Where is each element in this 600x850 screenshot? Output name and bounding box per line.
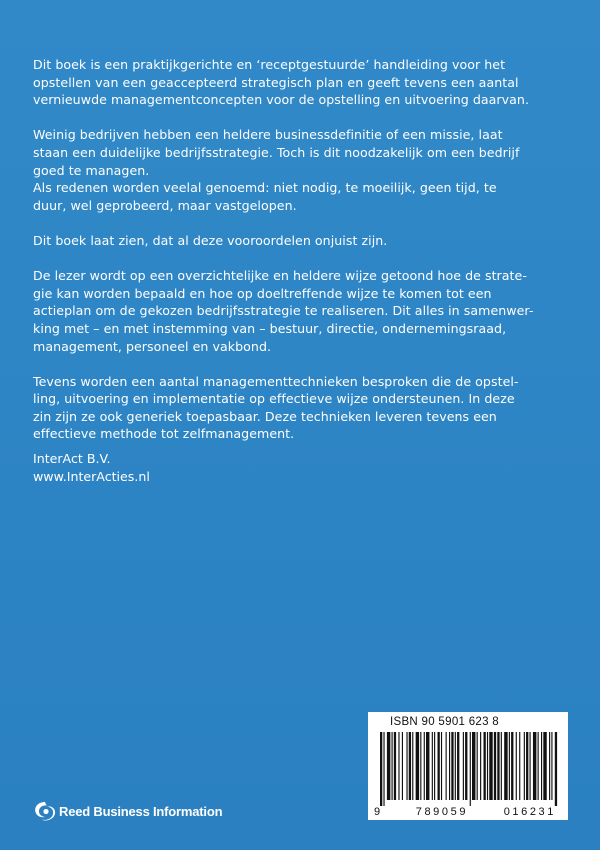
- barcode-bar: [441, 732, 442, 800]
- barcode-digit-lead: 9: [374, 806, 381, 818]
- barcode-bar: [394, 732, 396, 800]
- text-line: zin zijn ze ook generiek toepasbaar. Deze technieken leveren tevens een: [33, 408, 497, 424]
- paragraph-mission: [33, 126, 573, 179]
- barcode-bar: [383, 732, 384, 806]
- barcode-bar: [446, 732, 447, 800]
- barcode-bar: [406, 732, 407, 800]
- barcode-bar: [509, 732, 510, 800]
- barcode-bar: [494, 732, 496, 800]
- text-line: staan een duidelijke bedrijfsstrategie. Toch is dit noodzakelijk om een bedrijf: [33, 144, 520, 160]
- paragraph-reader: [33, 267, 573, 355]
- barcode-bar: [392, 732, 393, 800]
- text-line: De lezer wordt op een overzichtelijke en heldere wijze getoond hoe de strate-: [33, 268, 527, 284]
- barcode-bar: [497, 732, 499, 800]
- barcode-bar: [412, 732, 413, 800]
- barcode-bar: [387, 732, 390, 800]
- text-line: Tevens worden een aantal managementtechnieken besproken die de opstel-: [33, 373, 519, 389]
- logo-text: Reed Business Information: [59, 803, 223, 819]
- barcode-bar: [451, 732, 453, 800]
- barcode-bar: [470, 732, 471, 806]
- barcode-bar: [432, 732, 433, 800]
- barcode-bar: [551, 732, 552, 800]
- barcode-bar: [524, 732, 525, 800]
- barcode-bar: [530, 732, 531, 800]
- text-line: effectieve methode tot zelfmanagement.: [33, 426, 295, 442]
- barcode-bar: [533, 732, 536, 800]
- barcode-bar: [457, 732, 459, 800]
- text-line: opstellen van een geaccepteerd strategisch plan en geeft tevens een aantal: [33, 74, 519, 90]
- text-line: Als redenen worden veelal genoemd: niet nodig, te moeilijk, geen tijd, te: [33, 180, 497, 196]
- barcode-bar: [409, 732, 411, 800]
- barcode-bar: [526, 732, 528, 800]
- paragraph-prejudice: [33, 232, 573, 250]
- barcode-bar: [480, 732, 481, 800]
- text-line: goed te managen.: [33, 162, 150, 178]
- text-line: Weinig bedrijven hebben een heldere businessdefinitie of een missie, laat: [33, 127, 503, 143]
- barcode-bar: [501, 732, 502, 800]
- text-line: Dit boek is een praktijkgerichte en ‘receptgestuurde’ handleiding voor het: [33, 57, 506, 72]
- barcode-bar: [549, 732, 550, 800]
- barcode-bar: [398, 732, 399, 800]
- barcode-bar: [416, 732, 419, 800]
- isbn-number: ISBN 90 5901 623 8: [390, 716, 499, 728]
- barcode-bar: [434, 732, 435, 800]
- barcode-bar: [504, 732, 507, 800]
- barcode-bar: [538, 732, 539, 800]
- barcode-bar: [484, 732, 486, 800]
- text-line: management, personeel en vakbond.: [33, 338, 272, 354]
- barcode-bar: [438, 732, 440, 800]
- barcode-bar: [555, 732, 557, 806]
- barcode-bar: [489, 732, 492, 800]
- barcode-bar: [511, 732, 513, 800]
- barcode-bar: [463, 732, 464, 800]
- text-line: Dit boek laat zien, dat al deze vooroordelen onjuist zijn.: [33, 232, 388, 248]
- barcode-bar: [424, 732, 425, 800]
- paragraph-techniques: [33, 373, 573, 443]
- isbn-barcode: [368, 712, 568, 820]
- barcode-bar: [543, 732, 546, 800]
- barcode-bar: [455, 732, 456, 800]
- text-line: gie kan worden bepaald en hoe op doeltreffende wijze te komen tot een: [33, 285, 492, 301]
- barcode-bar: [487, 732, 488, 800]
- barcode-digits-left: 789059: [415, 806, 469, 818]
- barcode-bar: [402, 732, 403, 800]
- publisher-name: InterAct B.V.: [33, 451, 111, 466]
- barcode-bar: [420, 732, 421, 800]
- barcode-bar: [519, 732, 520, 800]
- reed-elsevier-swirl-icon: [33, 800, 57, 822]
- barcode-bar: [472, 732, 475, 800]
- text-line: king met – en met instemming van – bestuur, directie, ondernemingsraad,: [33, 320, 507, 336]
- barcode-bars: [376, 732, 562, 806]
- paragraph-intro: [33, 56, 573, 109]
- barcode-bar: [465, 732, 467, 800]
- barcode-bar: [380, 732, 382, 806]
- barcode-bar: [516, 732, 517, 800]
- publisher-website: www.InterActies.nl: [33, 468, 150, 484]
- barcode-bar: [426, 732, 429, 800]
- publisher-info: [33, 450, 150, 485]
- blurb-text: [33, 56, 573, 461]
- text-line: vernieuwde managementconcepten voor de opstelling en uitvoering daarvan.: [33, 92, 530, 108]
- barcode-bar: [477, 732, 478, 800]
- barcode-digits-right: 016231: [503, 806, 556, 818]
- text-line: ling, uitvoering en implementatie op effectieve wijze ondersteunen. In deze: [33, 391, 515, 407]
- reed-business-logo: [33, 800, 222, 822]
- barcode-digits: [374, 806, 564, 818]
- barcode-bar: [449, 732, 450, 800]
- text-line: duur, wel geprobeerd, maar vastgelopen.: [33, 197, 297, 213]
- paragraph-reasons: [33, 179, 573, 214]
- barcode-bar: [541, 732, 542, 800]
- text-line: actieplan om de gekozen bedrijfsstrategie te realiseren. Dit alles in samenwer-: [33, 303, 534, 319]
